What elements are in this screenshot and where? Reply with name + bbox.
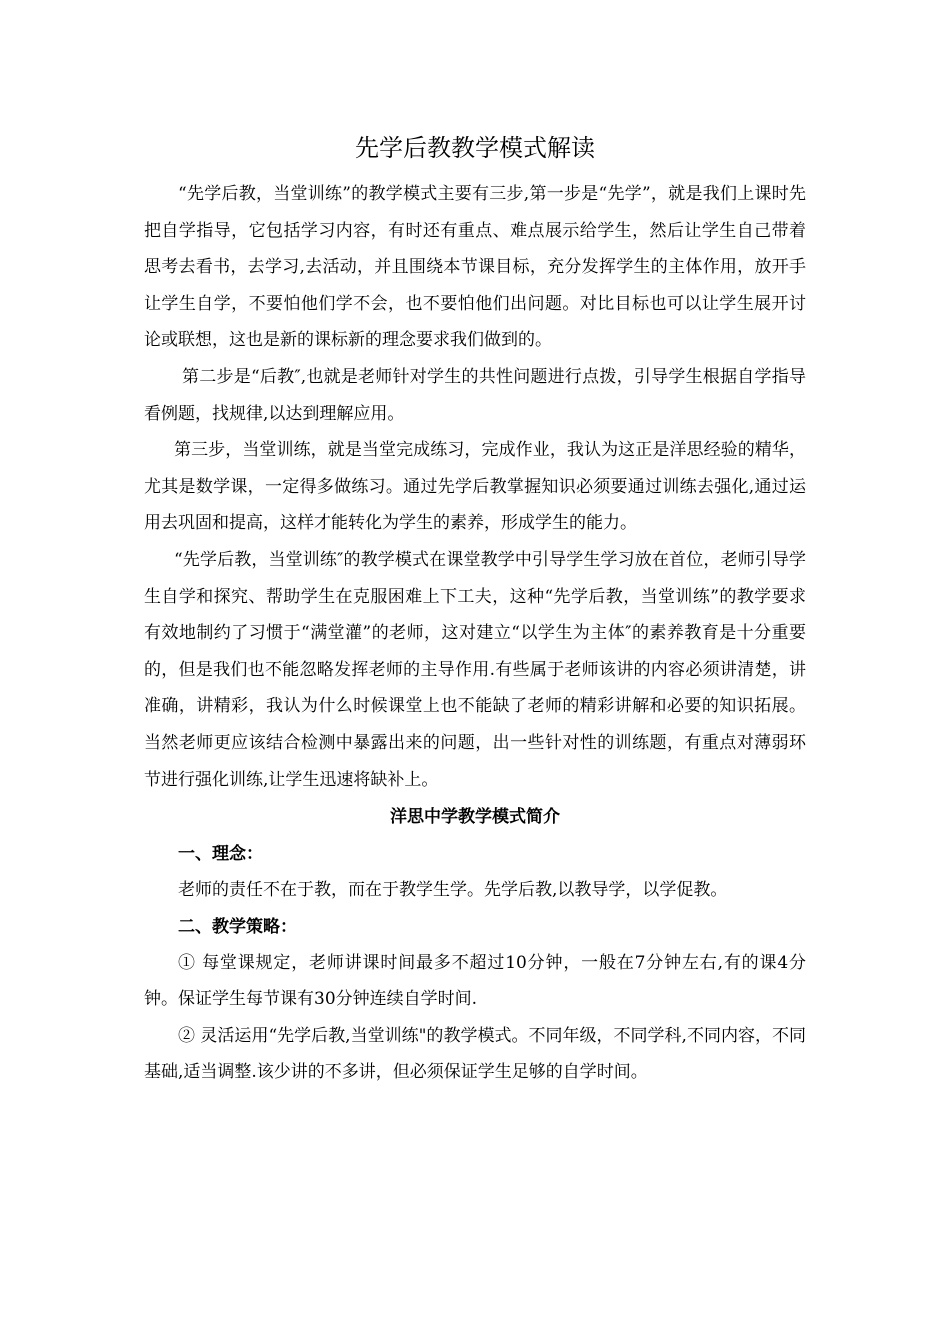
concept-text: 老师的责任不在于教，而在于教学生学。先学后教,以教导学，以学促教。 <box>178 880 728 901</box>
paragraph-step-three: 第三步，当堂训练，就是当堂完成练习，完成作业，我认为这正是洋思经验的精华，尤其是数学课，一定得多做练习。通过先学后教掌握知识必须要通过训练去强化,通过运用去巩固和提高，这样才能转化为学生的素养，形成学生的能力。 <box>144 440 806 534</box>
section-subtitle: 洋思中学教学模式简介 <box>390 807 560 828</box>
paragraph-summary: “先学后教，当堂训练″的教学模式在课堂教学中引导学生学习放在首位，老师引导学生自学和探究、帮助学生在克服困难上下工夫，这种“先学后教，当堂训练”的教学要求有效地制约了习惯于“满堂灌”的老师，这对建立“以学生为主体″的素养教育是十分重要的，但是我们也不能忽略发挥老师的主导作用.有些属于老师该讲的内容必须讲清楚，讲准确，讲精彩，我认为什么时候课堂上也不能缺了老师的精彩讲解和必要的知识拓展。当然老师更应该结合检测中暴露出来的问题，出一些针对性的训练题，有重点对薄弱环节进行强化训练,让学生迅速将缺补上。 <box>144 549 806 790</box>
strategy-item-2: ② 灵活运用“先学后教,当堂训练"的教学模式。不同年级，不同学科,不同内容，不同基础,适当调整.该少讲的不多讲，但必须保证学生足够的自学时间。 <box>144 1025 806 1083</box>
section-heading-strategy: 二、教学策略： <box>178 916 297 937</box>
paragraph-step-one: “先学后教，当堂训练”的教学模式主要有三步,第一步是“先学”，就是我们上课时先把自学指导，它包括学习内容，有时还有重点、难点展示给学生，然后让学生自己带着思考去看书，去学习,去活动，并且围绕本节课目标，充分发挥学生的主体作用，放开手让学生自学，不要怕他们学不会，也不要怕他们出问题。对比目标也可以让学生展开讨论或联想，这也是新的课标新的理念要求我们做到的。 <box>144 184 806 351</box>
strategy-item-1: ① 每堂课规定，老师讲课时间最多不超过10分钟，一般在7分钟左右,有的课4分钟。保证学生每节课有30分钟连续自学时间. <box>144 952 806 1010</box>
section-heading-concept: 一、理念： <box>178 844 263 865</box>
paragraph-step-two: 第二步是“后教″,也就是老师针对学生的共性问题进行点拨，引导学生根据自学指导看例题，找规律,以达到理解应用。 <box>144 366 806 424</box>
document-title: 先学后教教学模式解读 <box>355 134 595 162</box>
document-page <box>144 128 806 1091</box>
